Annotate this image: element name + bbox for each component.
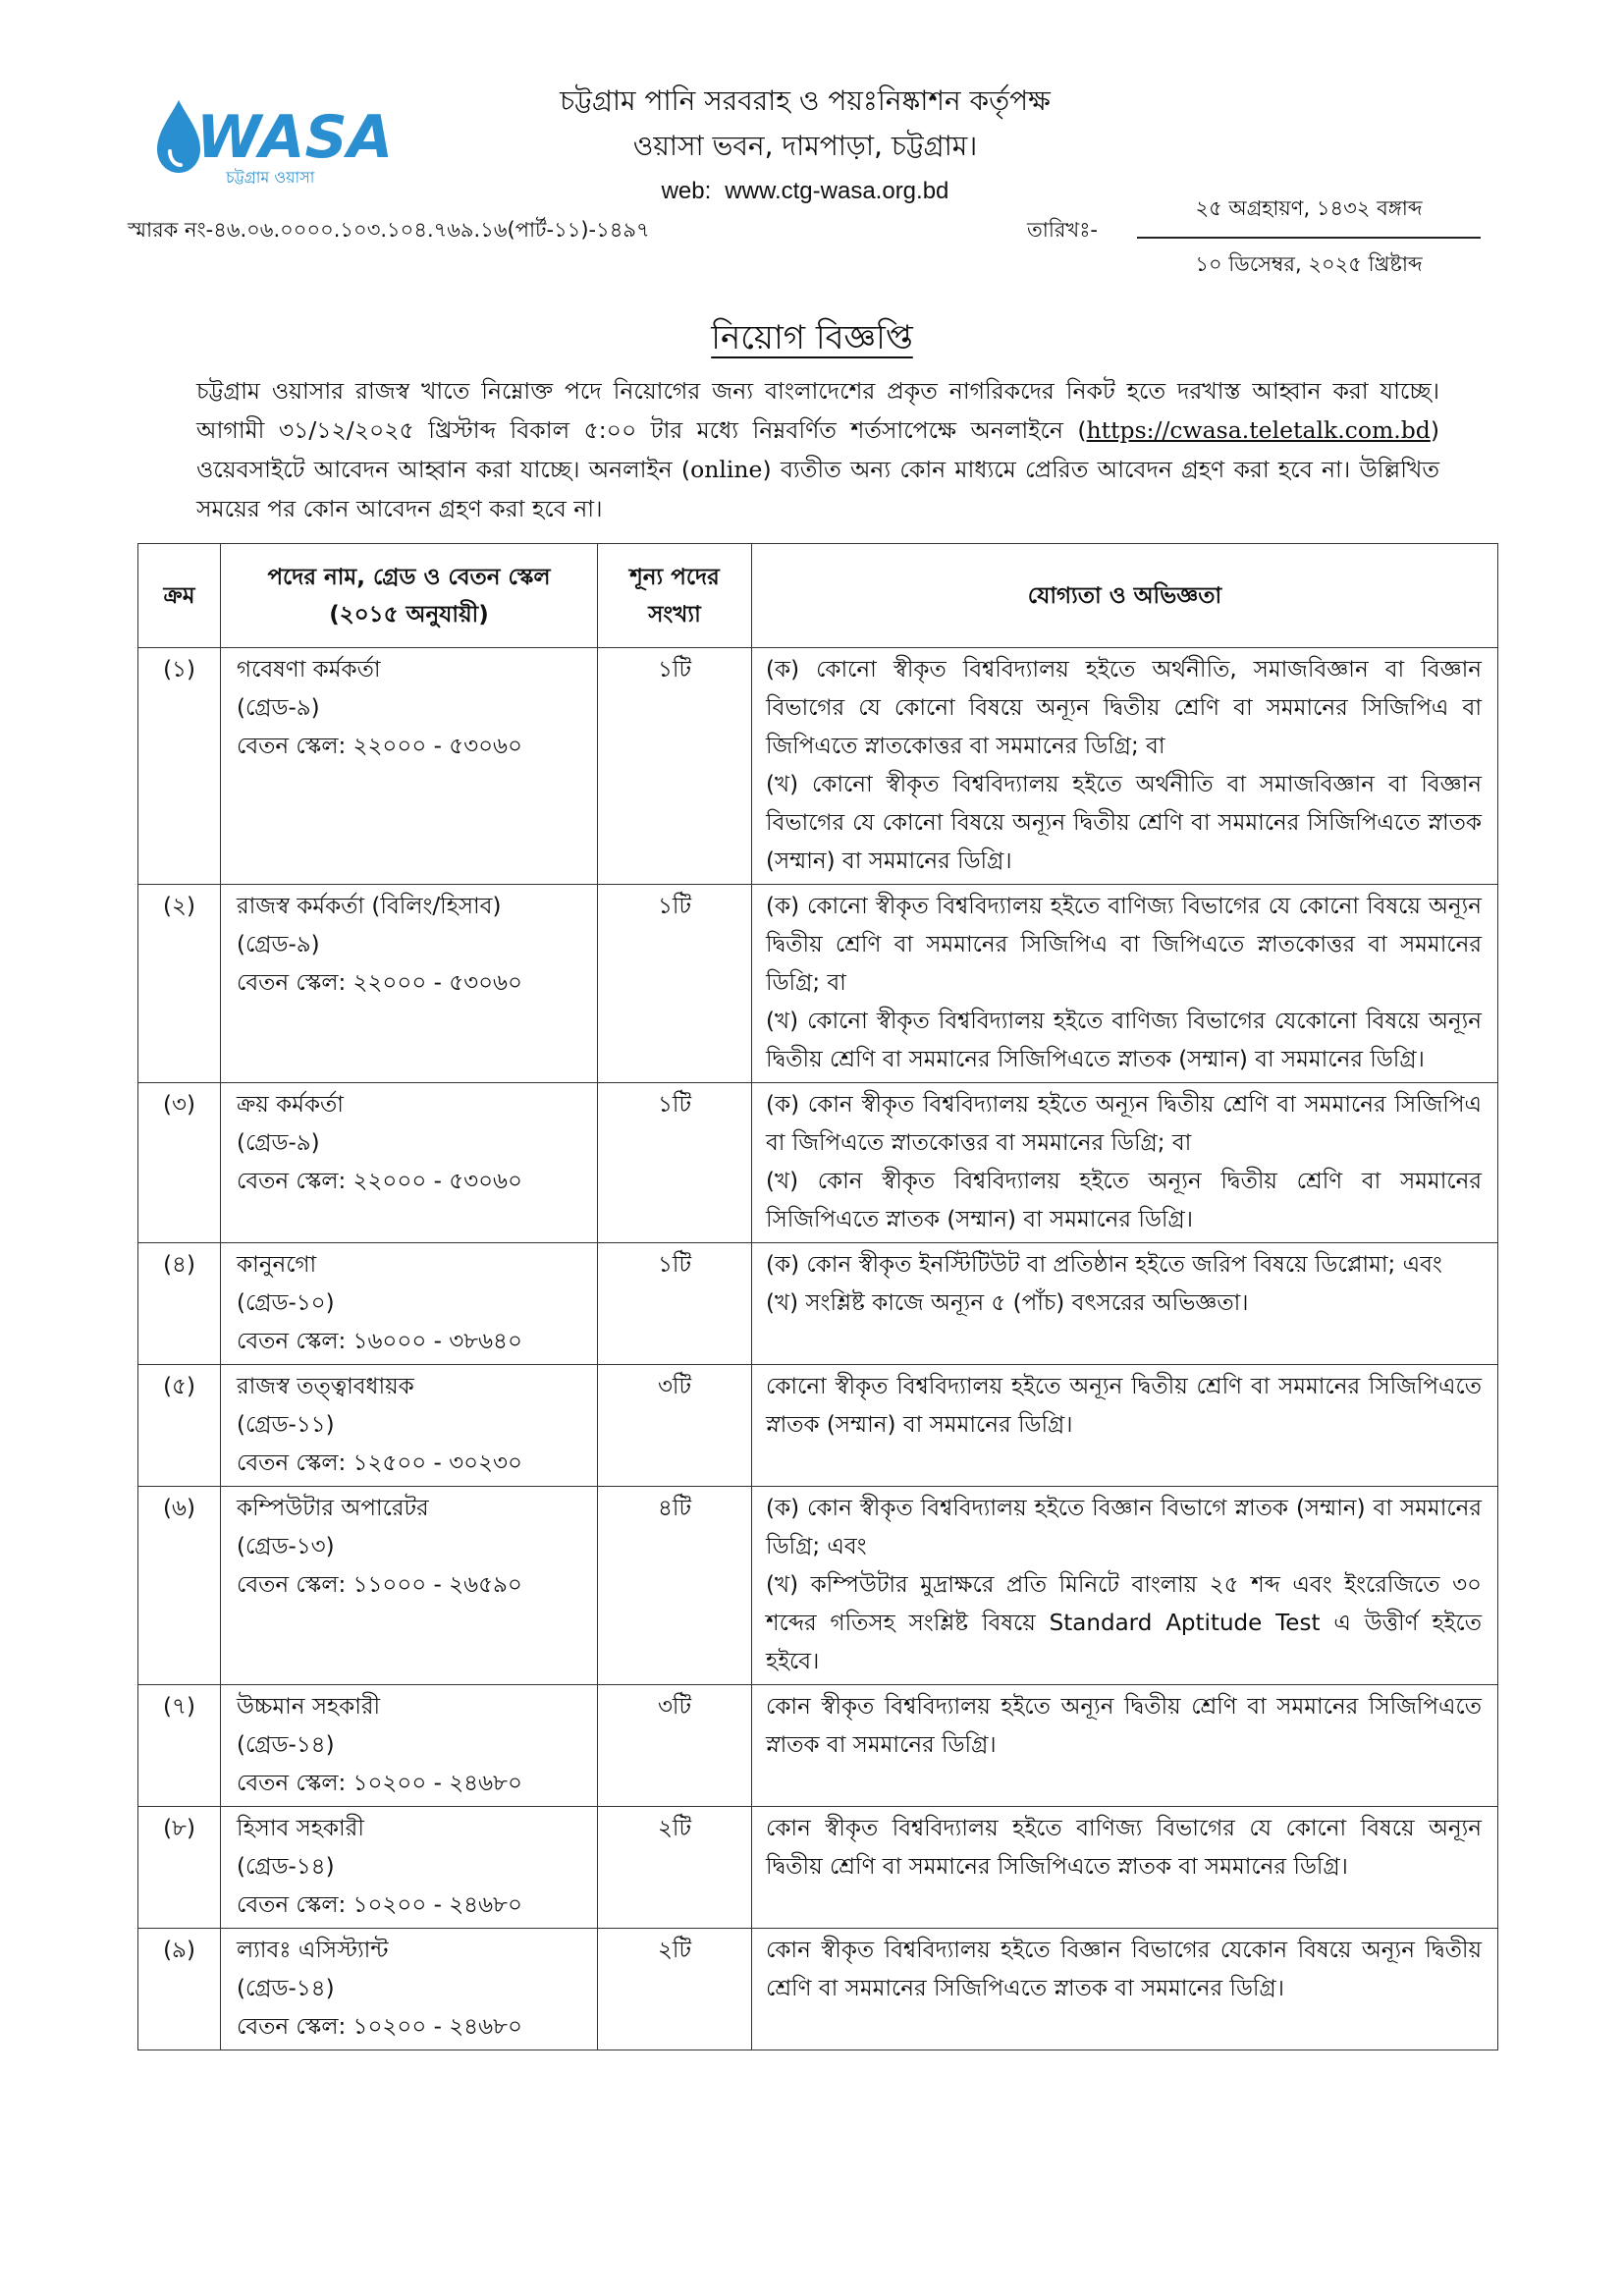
row-sl: (৭) xyxy=(138,1685,221,1807)
row-vacancy: ১টি xyxy=(598,885,752,1083)
row-post: কানুনগো (গ্রেড-১০) বেতন স্কেল: ১৬০০০ - ৩৮৬৪০ xyxy=(221,1243,598,1365)
notice-title: নিয়োগ বিজ্ঞপ্তি xyxy=(711,318,913,357)
table-row xyxy=(138,1365,1498,1487)
header-sl: ক্রম xyxy=(138,544,221,648)
notice-intro xyxy=(196,371,1439,528)
intro-part-2: ) ওয়েবসাইটে আবেদন আহ্বান করা যাচ্ছে। অনলাইন ( xyxy=(196,416,1439,483)
row-sl: (১) xyxy=(138,648,221,885)
org-web xyxy=(461,169,1149,214)
table-row xyxy=(138,1243,1498,1365)
row-qualification: (ক) কোন স্বীকৃত বিশ্ববিদ্যালয় হইতে বিজ্ঞান বিভাগে স্নাতক (সম্মান) বা সমমানের ডিগ্রি; এবং (খ) কম্পিউটার মুদ্রাক্ষরে প্রতি মিনিটে বাংলায় ২৫ শব্দ এবং ইংরেজিতে ৩০ শব্দের গতিসহ সংশ্লিষ্ট বিষয়ে Standard Aptitude Test এ উত্তীর্ণ হইতে হইবে। xyxy=(752,1487,1498,1685)
header-vacancy: শূন্য পদের সংখ্যা xyxy=(598,544,752,648)
row-post: ক্রয় কর্মকর্তা (গ্রেড-৯) বেতন স্কেল: ২২০০০ - ৫৩০৬০ xyxy=(221,1083,598,1243)
row-qualification: কোনো স্বীকৃত বিশ্ববিদ্যালয় হইতে অন্যূন দ্বিতীয় শ্রেণি বা সমমানের সিজিপিএতে স্নাতক (সম্মান) বা সমমানের ডিগ্রি। xyxy=(752,1365,1498,1487)
row-qualification: কোন স্বীকৃত বিশ্ববিদ্যালয় হইতে অন্যূন দ্বিতীয় শ্রেণি বা সমমানের সিজিপিএতে স্নাতক বা সমমানের ডিগ্রি। xyxy=(752,1685,1498,1807)
logo-subtext: চট্টগ্রাম ওয়াসা xyxy=(226,168,315,187)
table-row xyxy=(138,885,1498,1083)
row-vacancy: ১টি xyxy=(598,1083,752,1243)
row-qualification: কোন স্বীকৃত বিশ্ববিদ্যালয় হইতে বাণিজ্য বিভাগের যে কোনো বিষয়ে অন্যূন দ্বিতীয় শ্রেণি বা সমমানের সিজিপিএতে স্নাতক বা সমমানের ডিগ্রি। xyxy=(752,1807,1498,1929)
row-vacancy: ২টি xyxy=(598,1807,752,1929)
date-gregorian: ১০ ডিসেম্বর, ২০২৫ খ্রিষ্টাব্দ xyxy=(1195,252,1423,276)
row-vacancy: ১টি xyxy=(598,648,752,885)
date-label: তারিখঃ- xyxy=(1027,218,1098,242)
table-header-row xyxy=(138,544,1498,648)
row-post: গবেষণা কর্মকর্তা (গ্রেড-৯) বেতন স্কেল: ২২০০০ - ৫৩০৬০ xyxy=(221,648,598,885)
table-row xyxy=(138,1685,1498,1807)
row-post: রাজস্ব কর্মকর্তা (বিলিং/হিসাব) (গ্রেড-৯) বেতন স্কেল: ২২০০০ - ৫৩০৬০ xyxy=(221,885,598,1083)
intro-part-1: চট্টগ্রাম ওয়াসার রাজস্ব খাতে নিম্নোক্ত পদে নিয়োগের জন্য বাংলাদেশের প্রকৃত নাগরিকদের নিকট হতে দরখাস্ত আহ্বান করা যাচ্ছে। আগামী ৩১/১২/২০২৫ খ্রিস্টাব্দ বিকাল ৫:০০ টার মধ্যে নিম্নবর্ণিত শর্তসাপেক্ষে অনলাইনে ( xyxy=(196,377,1439,444)
logo-wordmark: WASA xyxy=(196,103,394,172)
jobs-table-body xyxy=(138,648,1498,2050)
web-label: web: xyxy=(661,178,712,204)
table-row xyxy=(138,1929,1498,2050)
row-vacancy: ৪টি xyxy=(598,1487,752,1685)
row-post: ল্যাবঃ এসিস্ট্যান্ট (গ্রেড-১৪) বেতন স্কেল: ১০২০০ - ২৪৬৮০ xyxy=(221,1929,598,2050)
row-sl: (৮) xyxy=(138,1807,221,1929)
row-qualification: (ক) কোনো স্বীকৃত বিশ্ববিদ্যালয় হইতে বাণিজ্য বিভাগের যে কোনো বিষয়ে অন্যূন দ্বিতীয় শ্রেণি বা সমমানের সিজিপিএ বা জিপিএতে স্নাতকোত্তর বা সমমানের ডিগ্রি; বা (খ) কোনো স্বীকৃত বিশ্ববিদ্যালয় হইতে বাণিজ্য বিভাগের যেকোনো বিষয়ে অন্যূন দ্বিতীয় শ্রেণি বা সমমানের সিজিপিএতে স্নাতক (সম্মান) বা সমমানের ডিগ্রি। xyxy=(752,885,1498,1083)
row-sl: (৯) xyxy=(138,1929,221,2050)
table-row xyxy=(138,1083,1498,1243)
row-vacancy: ১টি xyxy=(598,1243,752,1365)
header-qualification: যোগ্যতা ও অভিজ্ঞতা xyxy=(752,544,1498,648)
table-row xyxy=(138,648,1498,885)
date-bangla: ২৫ অগ্রহায়ণ, ১৪৩২ বঙ্গাব্দ xyxy=(1137,192,1481,239)
org-header xyxy=(461,79,1149,214)
header-post: পদের নাম, গ্রেড ও বেতন স্কেল (২০১৫ অনুযায়ী) xyxy=(221,544,598,648)
table-row xyxy=(138,1487,1498,1685)
row-vacancy: ৩টি xyxy=(598,1685,752,1807)
intro-part-3: ) ব্যতীত অন্য কোন মাধ্যমে প্রেরিত আবেদন গ্রহণ করা হবে না। উল্লিখিত সময়ের পর কোন আবেদন গ্রহণ করা হবে না। xyxy=(196,456,1440,522)
web-url[interactable]: www.ctg-wasa.org.bd xyxy=(725,178,949,204)
row-qualification: কোন স্বীকৃত বিশ্ববিদ্যালয় হইতে বিজ্ঞান বিভাগের যেকোন বিষয়ে অন্যূন দ্বিতীয় শ্রেণি বা সমমানের সিজিপিএতে স্নাতক বা সমমানের ডিগ্রি। xyxy=(752,1929,1498,2050)
application-link[interactable]: https://cwasa.teletalk.com.bd xyxy=(1086,416,1431,444)
memo-reference: স্মারক নং-৪৬.০৬.০০০০.১০৩.১০৪.৭৬৯.১৬(পার্ট-১১)-১৪৯৭ xyxy=(128,218,650,242)
row-post: কম্পিউটার অপারেটর (গ্রেড-১৩) বেতন স্কেল: ১১০০০ - ২৬৫৯০ xyxy=(221,1487,598,1685)
row-sl: (৪) xyxy=(138,1243,221,1365)
row-post: হিসাব সহকারী (গ্রেড-১৪) বেতন স্কেল: ১০২০০ - ২৪৬৮০ xyxy=(221,1807,598,1929)
wasa-logo-graphic xyxy=(157,96,420,191)
date-block xyxy=(1137,192,1481,283)
org-name: চট্টগ্রাম পানি সরবরাহ ও পয়ঃনিষ্কাশন কর্তৃপক্ষ xyxy=(560,84,1051,117)
org-address: ওয়াসা ভবন, দামপাড়া, চট্টগ্রাম। xyxy=(632,130,978,162)
intro-online: online xyxy=(690,456,763,483)
row-qualification: (ক) কোন স্বীকৃত বিশ্ববিদ্যালয় হইতে অন্যূন দ্বিতীয় শ্রেণি বা সমমানের সিজিপিএ বা জিপিএতে স্নাতকোত্তর বা সমমানের ডিগ্রি; বা (খ) কোন স্বীকৃত বিশ্ববিদ্যালয় হইতে অন্যূন দ্বিতীয় শ্রেণি বা সমমানের সিজিপিএতে স্নাতক (সম্মান) বা সমমানের ডিগ্রি। xyxy=(752,1083,1498,1243)
row-post: রাজস্ব তত্ত্বাবধায়ক (গ্রেড-১১) বেতন স্কেল: ১২৫০০ - ৩০২৩০ xyxy=(221,1365,598,1487)
row-sl: (৫) xyxy=(138,1365,221,1487)
wasa-logo xyxy=(157,96,420,191)
row-vacancy: ৩টি xyxy=(598,1365,752,1487)
row-qualification: (ক) কোনো স্বীকৃত বিশ্ববিদ্যালয় হইতে অর্থনীতি, সমাজবিজ্ঞান বা বিজ্ঞান বিভাগের যে কোনো বিষয়ে অন্যূন দ্বিতীয় শ্রেণি বা সমমানের সিজিপিএ বা জিপিএতে স্নাতকোত্তর বা সমমানের ডিগ্রি; বা (খ) কোনো স্বীকৃত বিশ্ববিদ্যালয় হইতে অর্থনীতি বা সমাজবিজ্ঞান বা বিজ্ঞান বিভাগের যে কোনো বিষয়ে অন্যূন দ্বিতীয় শ্রেণি বা সমমানের সিজিপিএতে স্নাতক (সম্মান) বা সমমানের ডিগ্রি। xyxy=(752,648,1498,885)
row-sl: (২) xyxy=(138,885,221,1083)
row-qualification: (ক) কোন স্বীকৃত ইনস্টিটিউট বা প্রতিষ্ঠান হইতে জরিপ বিষয়ে ডিপ্লোমা; এবং (খ) সংশ্লিষ্ট কাজে অন্যূন ৫ (পাঁচ) বৎসরের অভিজ্ঞতা। xyxy=(752,1243,1498,1365)
jobs-table xyxy=(137,543,1498,2050)
row-post: উচ্চমান সহকারী (গ্রেড-১৪) বেতন স্কেল: ১০২০০ - ২৪৬৮০ xyxy=(221,1685,598,1807)
row-sl: (৩) xyxy=(138,1083,221,1243)
table-row xyxy=(138,1807,1498,1929)
row-sl: (৬) xyxy=(138,1487,221,1685)
row-vacancy: ২টি xyxy=(598,1929,752,2050)
